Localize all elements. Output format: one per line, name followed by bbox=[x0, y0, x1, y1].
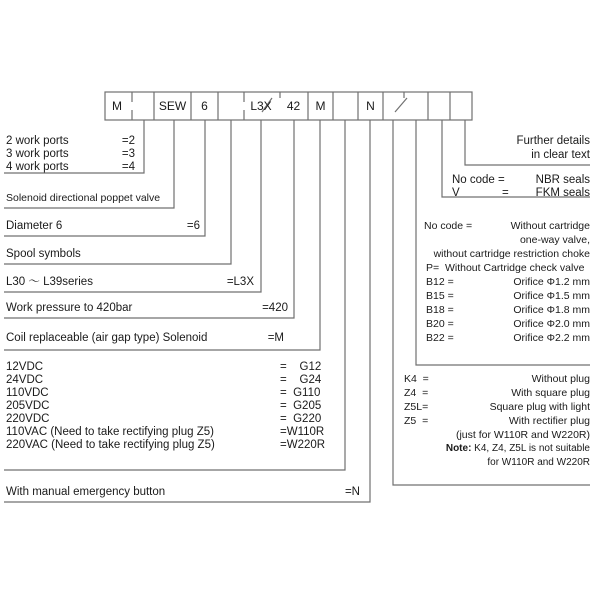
seal-fkm-desc: FKM seals bbox=[535, 187, 590, 199]
voltage-code: = G24 bbox=[280, 374, 322, 386]
voltage-label: 110VDC bbox=[6, 387, 49, 399]
orifice-desc: Orifice Φ1.8 mm bbox=[513, 304, 590, 316]
further-details-line2: in clear text bbox=[531, 149, 590, 161]
voltage-code: = G110 bbox=[280, 387, 321, 399]
plug-note bbox=[400, 442, 590, 456]
voltage-code: =W110R bbox=[280, 426, 325, 438]
plug-note-text: K4, Z4, Z5L is not suitable bbox=[471, 443, 590, 454]
plug-desc: With square plug bbox=[511, 387, 590, 399]
coil-code: =M bbox=[267, 332, 284, 344]
code-cell-diameter: 6 bbox=[201, 99, 208, 113]
voltage-code: =W220R bbox=[280, 439, 326, 451]
voltage-code: = G205 bbox=[280, 400, 322, 412]
slash-mark-2 bbox=[395, 98, 407, 112]
spool-label: Spool symbols bbox=[6, 248, 81, 260]
cartridge-nocode-desc3: without cartridge restriction choke bbox=[433, 248, 590, 260]
plug-note-label: Note: bbox=[445, 443, 472, 454]
pressure-label: Work pressure to 420bar bbox=[6, 302, 133, 314]
code-cell-manual: N bbox=[366, 99, 375, 113]
cartridge-nocode-desc1: Without cartridge bbox=[510, 220, 590, 232]
orifice-code: B12 = bbox=[426, 276, 454, 288]
plug-code: Z5 = bbox=[404, 415, 429, 427]
voltage-code: = G220 bbox=[280, 413, 322, 425]
code-cell-pressure: 42 bbox=[286, 99, 301, 113]
manual-button-code: =N bbox=[344, 486, 360, 498]
coil-label: Coil replaceable (air gap type) Solenoid bbox=[6, 332, 208, 344]
plug-desc: Square plug with light bbox=[489, 401, 590, 413]
plug-desc: With rectifier plug bbox=[508, 415, 590, 427]
orifice-code: B20 = bbox=[426, 318, 454, 330]
code-cell-type: M bbox=[112, 99, 122, 113]
plug-desc: Without plug bbox=[531, 373, 590, 385]
plug-code: Z4 = bbox=[404, 387, 429, 399]
work-ports-3-code: =3 bbox=[121, 148, 135, 160]
valve-type-label: Solenoid directional poppet valve bbox=[6, 192, 161, 204]
pressure-code: =420 bbox=[262, 302, 288, 314]
plug-note-line3: for W110R and W220R bbox=[487, 457, 590, 468]
orifice-desc: Orifice Φ2.2 mm bbox=[513, 332, 590, 344]
cartridge-nocode-code: No code = bbox=[424, 220, 473, 232]
seal-v-code: V bbox=[452, 187, 460, 199]
code-cell-coil: M bbox=[315, 99, 326, 113]
orifice-code: B15 = bbox=[426, 290, 454, 302]
plug-code: K4 = bbox=[404, 373, 429, 385]
series-label: L30 ～ L39series bbox=[6, 276, 93, 288]
cartridge-nocode-desc2: one-way valve, bbox=[519, 234, 590, 246]
voltage-label: 24VDC bbox=[6, 374, 44, 386]
code-cell-series: SEW bbox=[158, 99, 187, 113]
orifice-code: B18 = bbox=[426, 304, 454, 316]
orifice-desc: Orifice Φ2.0 mm bbox=[513, 318, 590, 330]
orifice-desc: Orifice Φ1.5 mm bbox=[513, 290, 590, 302]
seal-v-eq: = bbox=[502, 187, 509, 199]
orifice-code: B22 = bbox=[426, 332, 454, 344]
code-cell-spool: L3X bbox=[250, 99, 272, 113]
work-ports-4-label: 4 work ports bbox=[6, 161, 69, 173]
voltage-label: 110VAC (Need to take rectifying plug Z5) bbox=[6, 426, 214, 438]
voltage-code: = G12 bbox=[280, 361, 322, 373]
further-details-line1: Further details bbox=[516, 135, 590, 147]
orifice-desc: Orifice Φ1.2 mm bbox=[513, 276, 590, 288]
voltage-label: 220VAC (Need to take rectifying plug Z5) bbox=[6, 439, 215, 451]
work-ports-2-code: =2 bbox=[121, 135, 135, 147]
work-ports-3-label: 3 work ports bbox=[6, 148, 69, 160]
voltage-label: 205VDC bbox=[6, 400, 50, 412]
diameter-code: =6 bbox=[186, 220, 200, 232]
seal-nbr-desc: NBR seals bbox=[535, 174, 590, 186]
voltage-label: 12VDC bbox=[6, 361, 44, 373]
manual-button-label: With manual emergency button bbox=[6, 486, 166, 498]
work-ports-2-label: 2 work ports bbox=[6, 135, 69, 147]
diameter-label: Diameter 6 bbox=[6, 220, 63, 232]
plug-code: Z5L= bbox=[404, 401, 429, 413]
seal-nocode-code: No code = bbox=[452, 174, 505, 186]
cartridge-p-line: P= Without Cartridge check valve bbox=[426, 262, 585, 274]
work-ports-4-code: =4 bbox=[121, 161, 135, 173]
voltage-label: 220VDC bbox=[6, 413, 50, 425]
series-code: =L3X bbox=[226, 276, 254, 288]
plug-note-rectifier: (just for W110R and W220R) bbox=[455, 429, 590, 441]
